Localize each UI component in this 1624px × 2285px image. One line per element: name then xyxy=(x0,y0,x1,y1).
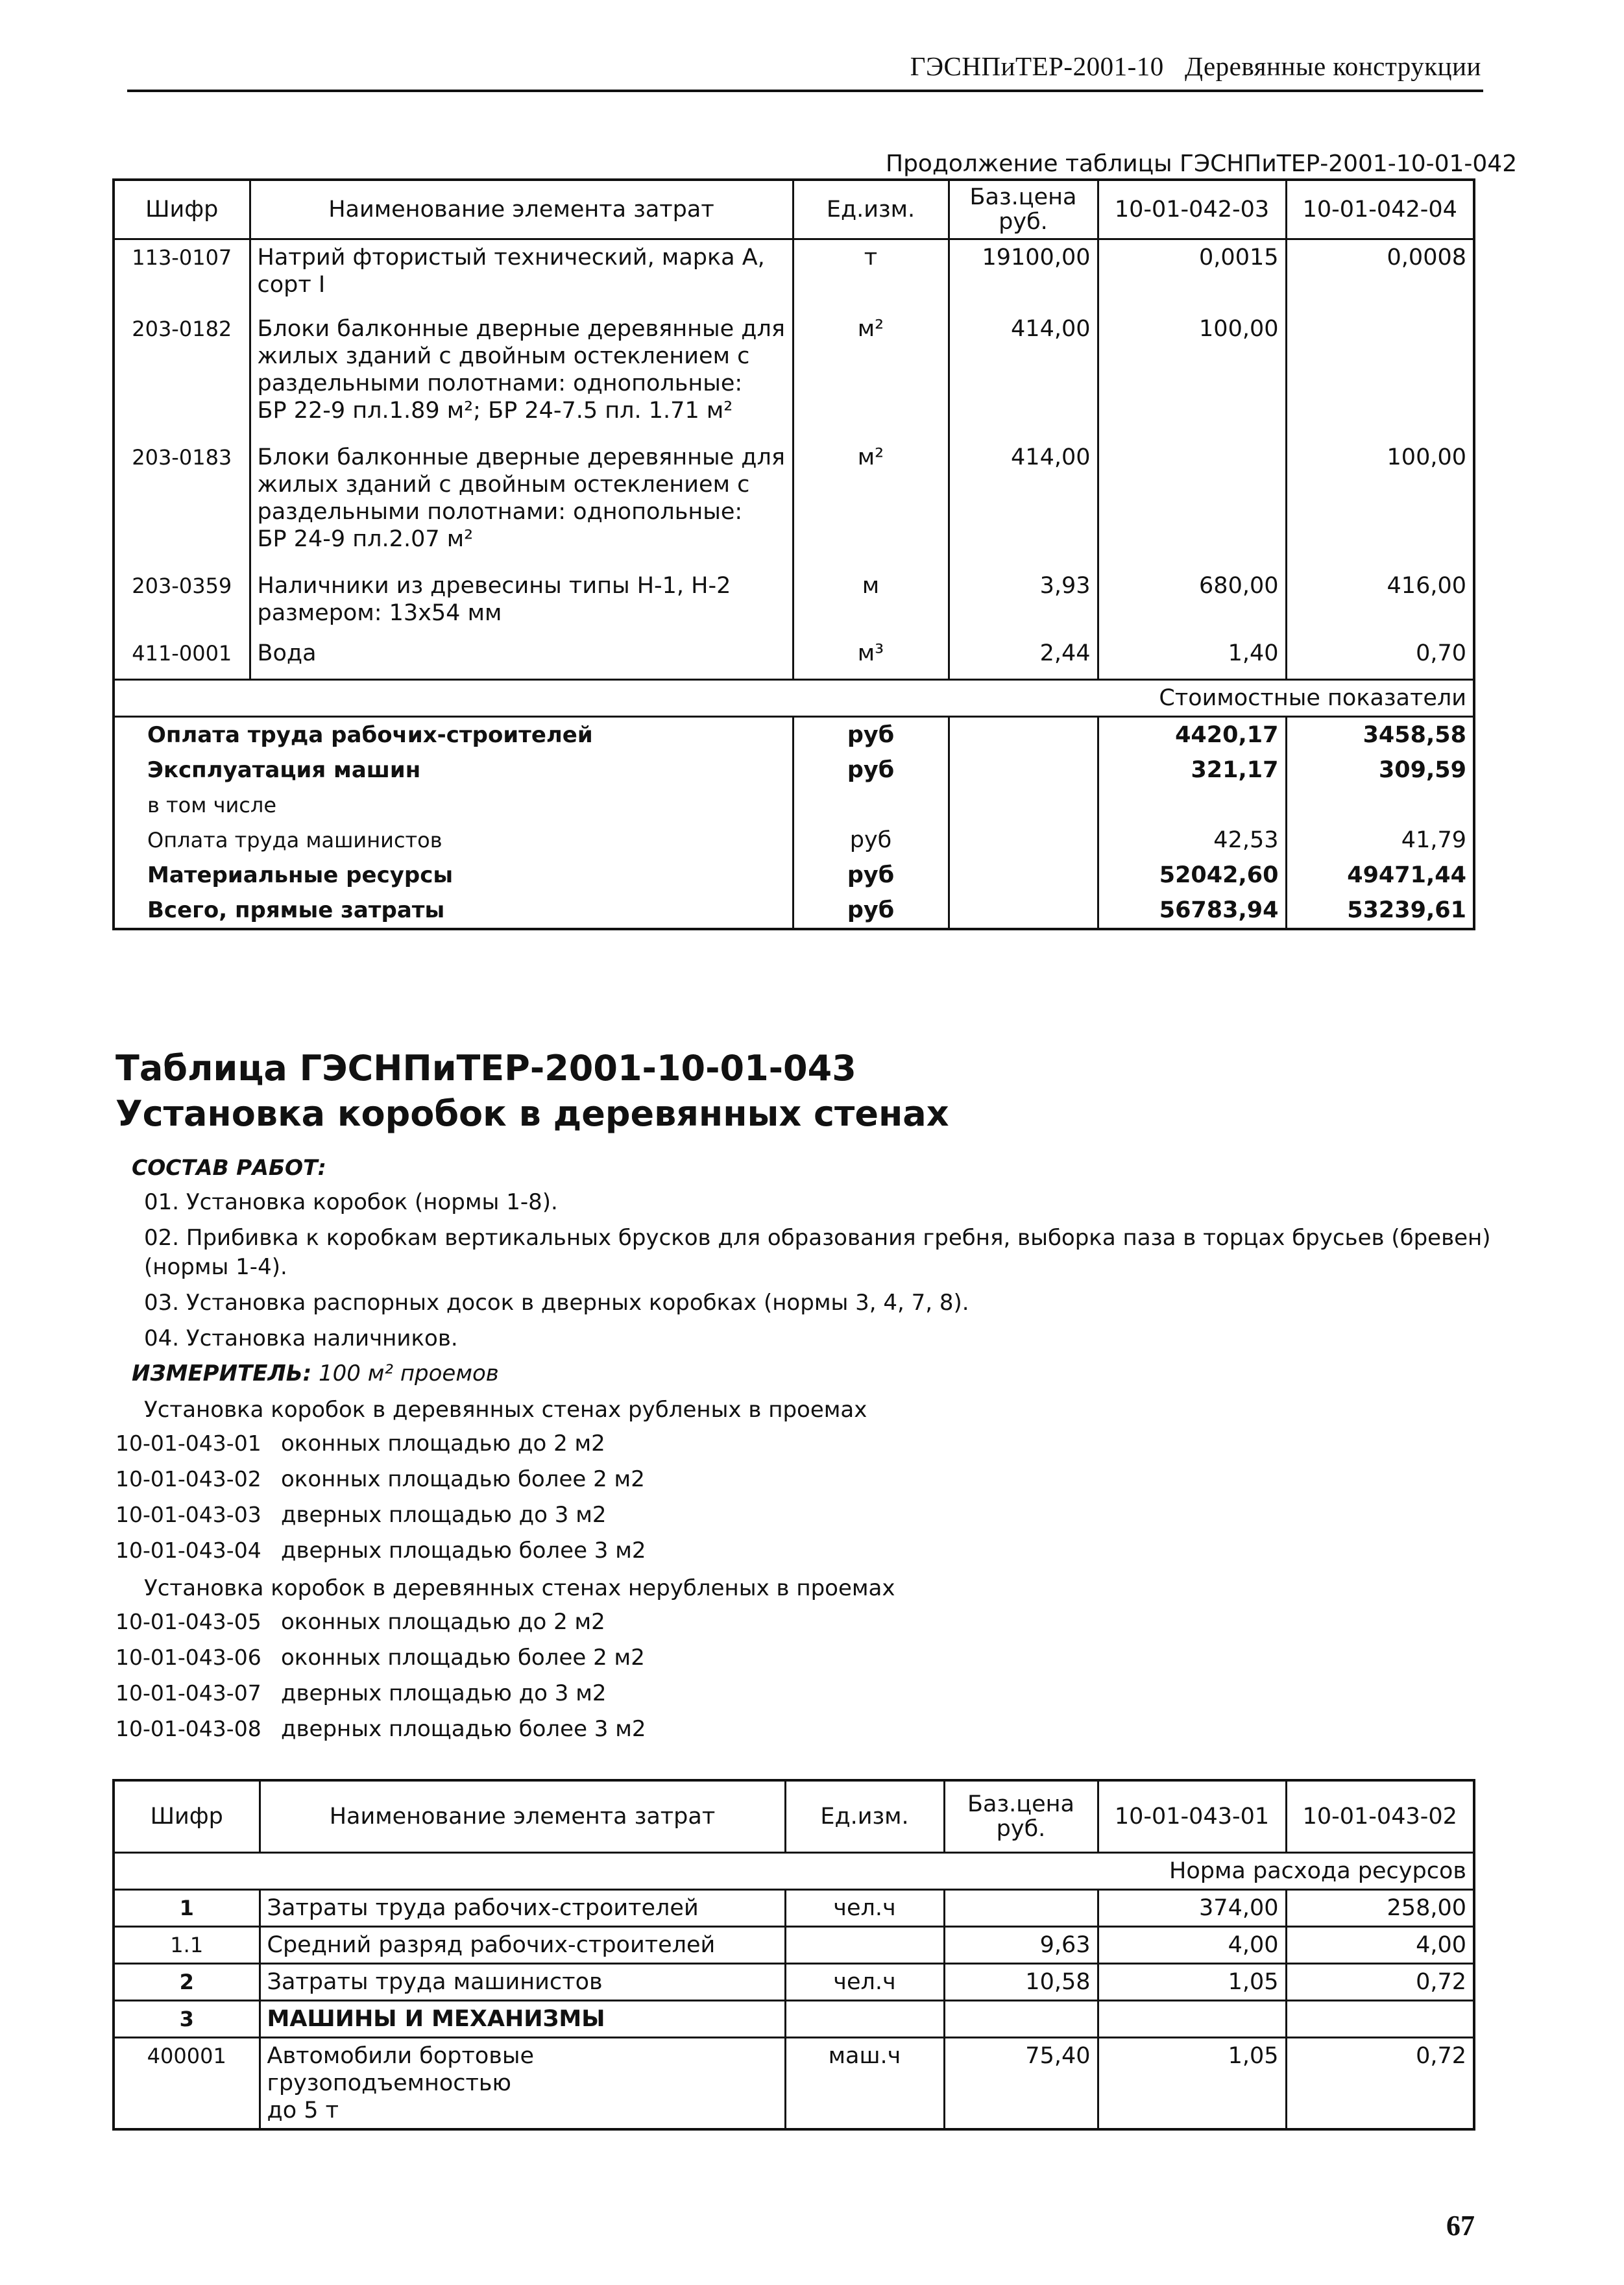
table2 xyxy=(112,1779,1475,2131)
summary-price-empty xyxy=(949,788,1098,823)
norm-code: 10-01-043-08 xyxy=(115,1716,261,1741)
norm-code: 10-01-043-05 xyxy=(115,1609,261,1634)
table1-col-header: Ед.изм. xyxy=(793,180,949,239)
table2-cell-code: 1.1 xyxy=(114,1927,260,1964)
table1-cell-code: 203-0183 xyxy=(114,440,250,568)
summary-price-empty xyxy=(949,823,1098,858)
summary-unit: руб xyxy=(793,823,949,858)
summary-value xyxy=(1098,788,1286,823)
summary-value: 53239,61 xyxy=(1286,893,1474,929)
summary-label: Оплата труда машинистов xyxy=(114,823,793,858)
summary-label: Оплата труда рабочих-строителей xyxy=(114,717,793,753)
name-line: Автомобили бортовые грузоподъемностью xyxy=(267,2043,535,2096)
summary-unit: руб xyxy=(793,858,949,893)
work-item: 03. Установка распорных досок в дверных коробках (нормы 3, 4, 7, 8). xyxy=(144,1290,969,1316)
table1-cell-price: 3,93 xyxy=(949,568,1098,636)
running-header xyxy=(910,51,1481,82)
summary-value: 41,79 xyxy=(1286,823,1474,858)
summary-value: 4420,17 xyxy=(1098,717,1286,753)
summary-label: в том числе xyxy=(114,788,793,823)
group-heading-1: Установка коробок в деревянных стенах рубленых в проемах xyxy=(144,1397,867,1423)
name-line: сорт I xyxy=(257,272,326,298)
table2-cell-value: 1,05 xyxy=(1098,1964,1286,2001)
norm-code: 10-01-043-06 xyxy=(115,1645,261,1670)
table1-cell-unit: м² xyxy=(793,311,949,440)
name-line: Блоки балконные дверные деревянные для xyxy=(257,316,785,342)
norm-description: дверных площадью до 3 м2 xyxy=(281,1502,607,1528)
name-line: Натрий фтористый технический, марка А, xyxy=(257,245,765,271)
table2-col-header: Шифр xyxy=(114,1780,260,1853)
table1-row xyxy=(114,239,1474,312)
table2-cell-unit xyxy=(785,2001,944,2038)
norm-code: 10-01-043-03 xyxy=(115,1502,261,1527)
table2-cell-name xyxy=(260,1964,785,2001)
table2-cell-value: 4,00 xyxy=(1286,1927,1474,1964)
table1-cell-value: 416,00 xyxy=(1286,568,1474,636)
table1-col-header: 10-01-042-03 xyxy=(1098,180,1286,239)
table1-col-header: Наименование элемента затрат xyxy=(250,180,793,239)
summary-value: 309,59 xyxy=(1286,753,1474,788)
table2-cell-price: 10,58 xyxy=(944,1964,1098,2001)
name-line: раздельными полотнами: однопольные: xyxy=(257,499,743,525)
table1-cell-unit: м³ xyxy=(793,636,949,680)
table2-col-header: Ед.изм. xyxy=(785,1780,944,1853)
norm-description: дверных площадью до 3 м2 xyxy=(281,1680,607,1706)
table1-cell-value xyxy=(1098,440,1286,568)
table1-cell-value: 0,0015 xyxy=(1098,239,1286,312)
table2-cell-name xyxy=(260,2001,785,2038)
table2-col-header: 10-01-043-02 xyxy=(1286,1780,1474,1853)
table1-row xyxy=(114,636,1474,680)
table1-header-row xyxy=(114,180,1474,239)
table2-cell-unit xyxy=(785,1927,944,1964)
summary-price-empty xyxy=(949,753,1098,788)
table1-cell-value: 0,70 xyxy=(1286,636,1474,680)
norm-description: оконных площадью более 2 м2 xyxy=(281,1645,645,1671)
table1-section-row xyxy=(114,680,1474,717)
table2-col-header: Баз.цена руб. xyxy=(944,1780,1098,1853)
name-line: до 5 т xyxy=(267,2098,339,2123)
summary-value: 3458,58 xyxy=(1286,717,1474,753)
table2-row xyxy=(114,2038,1474,2130)
table2-row xyxy=(114,1927,1474,1964)
summary-value: 42,53 xyxy=(1098,823,1286,858)
table2-cell-unit: чел.ч xyxy=(785,1964,944,2001)
table2-section-label: Норма расхода ресурсов xyxy=(114,1853,1474,1890)
summary-value: 321,17 xyxy=(1098,753,1286,788)
norm-description: дверных площадью более 3 м2 xyxy=(281,1716,646,1742)
table1-cell-unit: т xyxy=(793,239,949,312)
summary-value: 49471,44 xyxy=(1286,858,1474,893)
table1 xyxy=(112,178,1475,930)
table1-cell-value: 100,00 xyxy=(1286,440,1474,568)
table2-cell-code: 1 xyxy=(114,1890,260,1927)
name-line: размером: 13х54 мм xyxy=(257,600,502,626)
name-line: раздельными полотнами: однопольные: xyxy=(257,370,743,396)
table2-cell-price xyxy=(944,2001,1098,2038)
header-doc-code: ГЭСНПиТЕР-2001-10 xyxy=(910,51,1164,81)
table1-section-label: Стоимостные показатели xyxy=(114,680,1474,717)
summary-value xyxy=(1286,788,1474,823)
summary-value: 52042,60 xyxy=(1098,858,1286,893)
summary-price-empty xyxy=(949,858,1098,893)
table2-cell-value: 0,72 xyxy=(1286,1964,1474,2001)
table2-col-header: Наименование элемента затрат xyxy=(260,1780,785,1853)
table-title: Таблица ГЭСНПиТЕР-2001-10-01-043 xyxy=(115,1048,856,1089)
table1-cell-price: 2,44 xyxy=(949,636,1098,680)
table2-cell-value: 4,00 xyxy=(1098,1927,1286,1964)
table2-cell-code: 400001 xyxy=(114,2038,260,2130)
name-line: жилых зданий с двойным остеклением с xyxy=(257,472,750,498)
table2-cell-unit: маш.ч xyxy=(785,2038,944,2130)
work-item: (нормы 1-4). xyxy=(144,1254,287,1280)
summary-price-empty xyxy=(949,893,1098,929)
table2-header-row xyxy=(114,1780,1474,1853)
table1-cell-code: 113-0107 xyxy=(114,239,250,312)
summary-unit: руб xyxy=(793,753,949,788)
table1-cell-value: 100,00 xyxy=(1098,311,1286,440)
table1-cell-name xyxy=(250,568,793,636)
summary-unit: руб xyxy=(793,717,949,753)
table1-cell-code: 203-0359 xyxy=(114,568,250,636)
table1-col-header: Шифр xyxy=(114,180,250,239)
table2-cell-name xyxy=(260,2038,785,2130)
norm-code: 10-01-043-07 xyxy=(115,1680,261,1706)
group-heading-2: Установка коробок в деревянных стенах нерубленых в проемах xyxy=(144,1575,895,1601)
table2-cell-value: 1,05 xyxy=(1098,2038,1286,2130)
table2-row xyxy=(114,1964,1474,2001)
norm-description: оконных площадью до 2 м2 xyxy=(281,1431,605,1457)
name-line: БР 24-9 пл.2.07 м² xyxy=(257,526,474,552)
summary-price-empty xyxy=(949,717,1098,753)
header-section: Деревянные конструкции xyxy=(1184,51,1481,81)
table2-cell-name xyxy=(260,1890,785,1927)
header-rule xyxy=(127,90,1483,92)
table1-cell-name xyxy=(250,636,793,680)
table2-cell-price xyxy=(944,1890,1098,1927)
table-subtitle: Установка коробок в деревянных стенах xyxy=(115,1093,949,1134)
name-line: жилых зданий с двойным остеклением с xyxy=(257,343,750,369)
table1-cell-value: 680,00 xyxy=(1098,568,1286,636)
summary-value: 56783,94 xyxy=(1098,893,1286,929)
table2-cell-price: 75,40 xyxy=(944,2038,1098,2130)
table1-col-header: 10-01-042-04 xyxy=(1286,180,1474,239)
page-number: 67 xyxy=(1446,2210,1475,2242)
name-line: Наличники из древесины типы Н-1, Н-2 xyxy=(257,573,731,599)
table1-cell-value xyxy=(1286,311,1474,440)
table1-cell-price: 19100,00 xyxy=(949,239,1098,312)
table1-cell-code: 203-0182 xyxy=(114,311,250,440)
table2-cell-value: 258,00 xyxy=(1286,1890,1474,1927)
table1-row xyxy=(114,311,1474,440)
table1-cell-name xyxy=(250,239,793,312)
norm-description: оконных площадью до 2 м2 xyxy=(281,1609,605,1635)
table1-summary-row xyxy=(114,717,1474,753)
summary-unit xyxy=(793,788,949,823)
name-line: Вода xyxy=(257,640,317,666)
table1-row xyxy=(114,440,1474,568)
norm-code: 10-01-043-01 xyxy=(115,1431,261,1456)
summary-unit: руб xyxy=(793,893,949,929)
norm-description: дверных площадью более 3 м2 xyxy=(281,1538,646,1564)
measure-value: 100 м² проемов xyxy=(319,1360,499,1386)
table1-summary-row xyxy=(114,823,1474,858)
work-item: 02. Прибивка к коробкам вертикальных брусков для образования гребня, выборка паза в торцах брусьев (бревен) xyxy=(144,1225,1491,1251)
table2-cell-price: 9,63 xyxy=(944,1927,1098,1964)
name-line: Блоки балконные дверные деревянные для xyxy=(257,444,785,470)
name-line: БР 22-9 пл.1.89 м²; БР 24-7.5 пл. 1.71 м² xyxy=(257,398,733,424)
table2-cell-code: 3 xyxy=(114,2001,260,2038)
table1-cell-price: 414,00 xyxy=(949,311,1098,440)
table1-cell-unit: м xyxy=(793,568,949,636)
name-line: МАШИНЫ И МЕХАНИЗМЫ xyxy=(267,2006,605,2032)
norm-code: 10-01-043-04 xyxy=(115,1538,261,1563)
table1-cell-code: 411-0001 xyxy=(114,636,250,680)
norm-code: 10-01-043-02 xyxy=(115,1466,261,1492)
name-line: Затраты труда машинистов xyxy=(267,1969,603,1995)
work-item: 01. Установка коробок (нормы 1-8). xyxy=(144,1189,558,1215)
summary-label: Эксплуатация машин xyxy=(114,753,793,788)
table2-cell-name xyxy=(260,1927,785,1964)
norm-description: оконных площадью более 2 м2 xyxy=(281,1466,645,1492)
table1-cell-name xyxy=(250,440,793,568)
table2-cell-code: 2 xyxy=(114,1964,260,2001)
table2-row xyxy=(114,2001,1474,2038)
table1-summary-row xyxy=(114,788,1474,823)
table1-cell-value: 1,40 xyxy=(1098,636,1286,680)
table2-col-header: 10-01-043-01 xyxy=(1098,1780,1286,1853)
table1-col-header: Баз.цена руб. xyxy=(949,180,1098,239)
name-line: Средний разряд рабочих-строителей xyxy=(267,1932,716,1958)
table1-summary-row xyxy=(114,753,1474,788)
work-item: 04. Установка наличников. xyxy=(144,1325,458,1351)
table1-summary-row xyxy=(114,893,1474,929)
table1-summary-row xyxy=(114,858,1474,893)
table1-row xyxy=(114,568,1474,636)
table2-cell-unit: чел.ч xyxy=(785,1890,944,1927)
table2-section-row xyxy=(114,1853,1474,1890)
name-line: Затраты труда рабочих-строителей xyxy=(267,1895,699,1921)
summary-label: Материальные ресурсы xyxy=(114,858,793,893)
table1-cell-price: 414,00 xyxy=(949,440,1098,568)
measure-label: ИЗМЕРИТЕЛЬ: xyxy=(132,1360,312,1386)
table2-cell-value: 374,00 xyxy=(1098,1890,1286,1927)
table1-continuation-label: Продолжение таблицы ГЭСНПиТЕР-2001-10-01-042 xyxy=(886,151,1518,177)
table2-cell-value xyxy=(1098,2001,1286,2038)
measure-line xyxy=(132,1359,499,1388)
table1-cell-value: 0,0008 xyxy=(1286,239,1474,312)
summary-label: Всего, прямые затраты xyxy=(114,893,793,929)
table1-cell-name xyxy=(250,311,793,440)
table2-cell-value: 0,72 xyxy=(1286,2038,1474,2130)
works-heading: СОСТАВ РАБОТ: xyxy=(132,1155,326,1180)
table1-cell-unit: м² xyxy=(793,440,949,568)
table2-row xyxy=(114,1890,1474,1927)
table2-cell-value xyxy=(1286,2001,1474,2038)
